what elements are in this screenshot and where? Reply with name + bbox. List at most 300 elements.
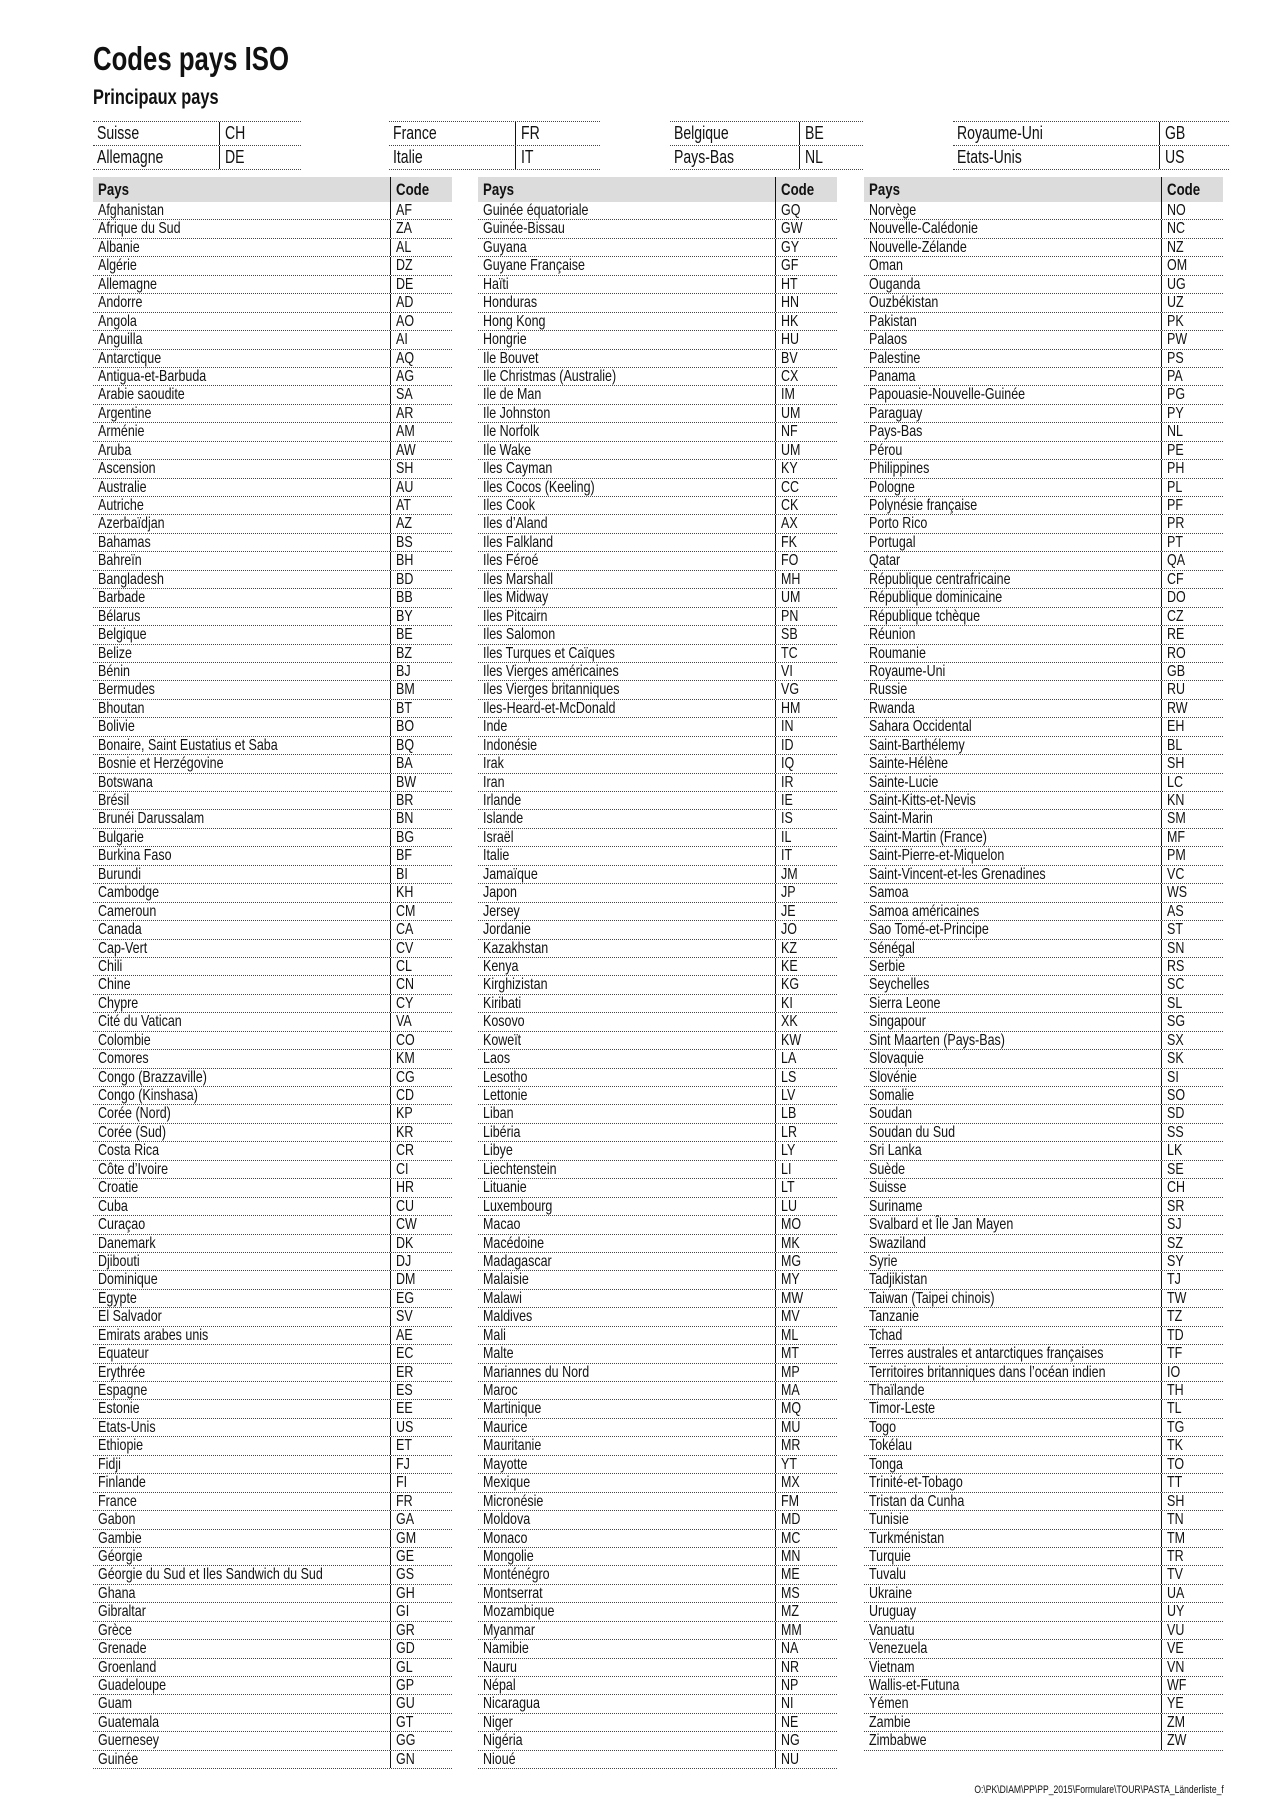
table-row	[864, 681, 1223, 699]
country-name	[864, 976, 1162, 993]
country-code-text: NZ	[1167, 238, 1184, 256]
country-code-text: MG	[781, 1252, 802, 1270]
table-row	[864, 1161, 1223, 1179]
table-row	[478, 866, 837, 884]
country-name-text: Somalie	[869, 1087, 915, 1104]
table-row	[93, 681, 452, 699]
country-name	[864, 663, 1162, 680]
country-name-text: Montserrat	[483, 1584, 543, 1602]
main-country-row	[93, 121, 301, 145]
country-name	[93, 700, 391, 717]
country-code	[776, 1327, 837, 1344]
table-row	[864, 1308, 1223, 1326]
country-code-text: SG	[1167, 1013, 1186, 1031]
country-name	[864, 497, 1162, 514]
country-name-text: Hongrie	[483, 331, 527, 349]
table-row	[864, 276, 1223, 294]
main-country-row	[953, 121, 1229, 145]
table-row	[93, 294, 452, 312]
table-row	[93, 1013, 452, 1031]
country-code-text: IO	[1167, 1363, 1181, 1381]
country-name	[478, 608, 776, 625]
table-row	[93, 866, 452, 884]
country-code	[391, 700, 452, 717]
country-code-text: PT	[1167, 533, 1183, 551]
country-code-text: ET	[396, 1437, 412, 1455]
country-name	[93, 1511, 391, 1528]
table-row	[864, 1253, 1223, 1271]
country-code	[391, 976, 452, 993]
country-name-text: Congo (Kinshasa)	[98, 1087, 198, 1104]
table-row	[864, 921, 1223, 939]
country-code	[1162, 1714, 1223, 1731]
country-code	[776, 1603, 837, 1620]
table-row	[93, 1419, 452, 1437]
country-code	[800, 146, 863, 169]
country-name	[478, 663, 776, 680]
table-row	[864, 810, 1223, 828]
table-row	[864, 608, 1223, 626]
country-code	[1162, 718, 1223, 735]
country-name	[478, 497, 776, 514]
country-name	[93, 1253, 391, 1270]
country-code	[391, 718, 452, 735]
country-name	[864, 958, 1162, 975]
country-code	[776, 1364, 837, 1381]
table-row	[478, 313, 837, 331]
table-row	[478, 1400, 837, 1418]
country-name-text: Nicaragua	[483, 1695, 540, 1713]
country-name-text: Australie	[98, 478, 147, 496]
country-name-text: Ghana	[98, 1584, 136, 1602]
country-name-text: Géorgie	[98, 1547, 143, 1565]
country-code	[1162, 479, 1223, 496]
table-row	[478, 681, 837, 699]
country-name-text: Laos	[483, 1050, 511, 1068]
table-row	[478, 423, 837, 441]
country-name-text: Espagne	[98, 1382, 148, 1399]
country-code	[391, 405, 452, 422]
country-name	[93, 1198, 391, 1215]
country-name	[864, 1069, 1162, 1086]
country-name-text: Cap-Vert	[98, 939, 148, 957]
country-code	[391, 257, 452, 274]
country-name-text: Palestine	[869, 349, 921, 367]
country-code-text: GM	[396, 1529, 417, 1547]
table-header	[478, 177, 837, 202]
table-row	[93, 1566, 452, 1584]
country-code-text: GB	[1165, 123, 1186, 143]
country-name	[93, 718, 391, 735]
country-name-text: Kiribati	[483, 994, 522, 1012]
country-name-text: Chili	[98, 957, 123, 975]
country-code	[391, 313, 452, 330]
country-name	[478, 423, 776, 440]
country-code	[776, 866, 837, 883]
country-name	[93, 442, 391, 459]
main-country-row	[670, 121, 863, 145]
table-row	[93, 645, 452, 663]
table-row	[478, 1032, 837, 1050]
country-name	[864, 1456, 1162, 1473]
country-name-text: Pays-Bas	[869, 423, 923, 441]
header-country	[93, 177, 391, 202]
country-code	[776, 626, 837, 643]
country-code-text: SK	[1167, 1050, 1184, 1068]
country-code	[391, 1603, 452, 1620]
country-code-text: BY	[396, 607, 413, 625]
country-code-text: MD	[781, 1511, 801, 1529]
country-code	[776, 921, 837, 938]
country-code	[1162, 1548, 1223, 1565]
table-row	[93, 1290, 452, 1308]
country-code-text: CO	[396, 1031, 415, 1049]
country-name	[93, 571, 391, 588]
table-row	[864, 479, 1223, 497]
country-name-text: Soudan	[869, 1105, 913, 1123]
country-code-text: TH	[1167, 1382, 1184, 1399]
country-code-text: TT	[1167, 1474, 1183, 1492]
country-code-text: AE	[396, 1326, 413, 1344]
country-name-text: Suriname	[869, 1197, 923, 1215]
country-code-text: PN	[781, 607, 799, 625]
table-row	[864, 1566, 1223, 1584]
country-name-text: Qatar	[869, 552, 901, 570]
country-code-text: TV	[1167, 1566, 1183, 1584]
country-name	[93, 1622, 391, 1639]
country-code-text: GH	[396, 1584, 415, 1602]
country-name-text: Réunion	[869, 626, 916, 644]
country-code-text: IN	[781, 718, 794, 736]
table-row	[93, 1253, 452, 1271]
country-name-text: Myanmar	[483, 1621, 536, 1639]
country-code	[391, 1622, 452, 1639]
country-code-text: MZ	[781, 1603, 800, 1621]
table-row	[478, 294, 837, 312]
country-name-text: Indonésie	[483, 736, 538, 754]
country-name	[93, 995, 391, 1012]
table-row	[478, 626, 837, 644]
country-name-text: Thaïlande	[869, 1382, 925, 1399]
country-name	[864, 1585, 1162, 1602]
table-row	[864, 1327, 1223, 1345]
header-code	[391, 177, 452, 202]
country-name	[864, 1105, 1162, 1122]
country-code-text: SO	[1167, 1087, 1186, 1104]
country-name-text: Madagascar	[483, 1252, 552, 1270]
table-row	[93, 1400, 452, 1418]
country-name-text: Japon	[483, 884, 518, 902]
country-code-text: NA	[781, 1640, 799, 1658]
country-code	[776, 1659, 837, 1676]
country-code-text: GS	[396, 1566, 415, 1584]
country-code	[391, 663, 452, 680]
country-code-text: NR	[781, 1658, 800, 1676]
country-name	[93, 663, 391, 680]
country-code	[391, 1474, 452, 1491]
country-name-text: Cameroun	[98, 902, 157, 920]
country-code-text: VE	[1167, 1640, 1184, 1658]
country-code	[391, 515, 452, 532]
country-name	[93, 1235, 391, 1252]
country-name-text: Irak	[483, 755, 504, 773]
country-name-text: Mexique	[483, 1474, 531, 1492]
main-country-row	[389, 145, 600, 170]
country-name	[478, 239, 776, 256]
table-row	[864, 1290, 1223, 1308]
table-row	[478, 718, 837, 736]
country-code	[1160, 122, 1229, 145]
country-code-text: TL	[1167, 1400, 1182, 1418]
country-name	[478, 1142, 776, 1159]
country-name-text: Congo (Brazzaville)	[98, 1068, 207, 1086]
country-name	[93, 1640, 391, 1657]
country-name-text: Estonie	[98, 1400, 140, 1418]
country-name-text: Mozambique	[483, 1603, 555, 1621]
country-name	[478, 220, 776, 237]
country-name-text: Bonaire, Saint Eustatius et Saba	[98, 736, 278, 754]
country-code	[1162, 1511, 1223, 1528]
country-code-text: NE	[781, 1713, 799, 1731]
country-name-text: Barbade	[98, 589, 146, 607]
country-code	[776, 608, 837, 625]
table-row	[864, 903, 1223, 921]
table-row	[478, 737, 837, 755]
country-name	[864, 829, 1162, 846]
country-code	[776, 718, 837, 735]
country-code	[391, 368, 452, 385]
country-code-text: GR	[396, 1621, 415, 1639]
country-code	[391, 202, 452, 219]
country-name	[864, 331, 1162, 348]
country-name	[478, 1327, 776, 1344]
country-code-text: LB	[781, 1105, 797, 1123]
country-code-text: SE	[1167, 1160, 1184, 1178]
country-code	[391, 589, 452, 606]
country-name-text: Nioué	[483, 1750, 516, 1768]
country-name-text: Sint Maarten (Pays-Bas)	[869, 1031, 1005, 1049]
country-name	[864, 903, 1162, 920]
country-name	[93, 350, 391, 367]
country-name-text: Swaziland	[869, 1234, 926, 1252]
country-code-text: LR	[781, 1123, 797, 1141]
country-name-text: Islande	[483, 810, 524, 828]
country-code-text: LU	[781, 1197, 797, 1215]
country-code-text: GQ	[781, 202, 801, 219]
country-name	[864, 645, 1162, 662]
country-name-text: Ile Wake	[483, 441, 532, 459]
country-name	[670, 146, 800, 169]
table-row	[478, 995, 837, 1013]
country-code-text: AI	[396, 331, 408, 349]
country-code	[1162, 1290, 1223, 1307]
country-code-text: BA	[396, 755, 413, 773]
country-code-text: AQ	[396, 349, 415, 367]
country-code	[391, 958, 452, 975]
table-row	[864, 1345, 1223, 1363]
country-name-text: Philippines	[869, 460, 930, 478]
country-name	[478, 995, 776, 1012]
country-code	[776, 1235, 837, 1252]
country-code-text: CL	[396, 957, 412, 975]
country-name-text: Malawi	[483, 1289, 522, 1307]
table-row	[478, 534, 837, 552]
country-code-text: BE	[805, 123, 824, 143]
country-name	[478, 1032, 776, 1049]
table-row	[478, 1290, 837, 1308]
country-code	[391, 1069, 452, 1086]
country-code-text: AL	[396, 238, 412, 256]
table-row	[478, 903, 837, 921]
country-code-text: FR	[521, 123, 540, 143]
country-code	[391, 755, 452, 772]
table-row	[864, 368, 1223, 386]
table-row	[478, 552, 837, 570]
table-row	[478, 1714, 837, 1732]
table-row	[478, 1161, 837, 1179]
country-code	[1162, 239, 1223, 256]
country-name	[478, 1640, 776, 1657]
country-name	[93, 792, 391, 809]
country-code	[391, 1161, 452, 1178]
country-code	[776, 294, 837, 311]
country-code-text: SH	[1167, 1492, 1185, 1510]
country-name	[864, 1695, 1162, 1712]
table-header	[93, 177, 452, 202]
country-code	[776, 1087, 837, 1104]
country-name-text: Tadjikistan	[869, 1271, 928, 1289]
country-name	[864, 1161, 1162, 1178]
country-code	[391, 1530, 452, 1547]
country-code	[776, 202, 837, 219]
country-code-text: RS	[1167, 957, 1185, 975]
table-row	[864, 552, 1223, 570]
country-code	[1162, 829, 1223, 846]
country-name	[93, 1456, 391, 1473]
country-code	[1162, 1345, 1223, 1362]
country-name-text: Albanie	[98, 238, 140, 256]
country-code-text: NO	[1167, 202, 1186, 219]
country-name	[93, 1382, 391, 1399]
country-name-text: Yémen	[869, 1695, 909, 1713]
country-code-text: TK	[1167, 1437, 1183, 1455]
country-name-text: Suisse	[869, 1179, 907, 1197]
country-name	[864, 1142, 1162, 1159]
table-row	[864, 792, 1223, 810]
country-name-text: Luxembourg	[483, 1197, 553, 1215]
country-name	[670, 122, 800, 145]
country-code-text: PA	[1167, 367, 1183, 385]
country-code-text: DZ	[396, 257, 413, 275]
country-name-text: Namibie	[483, 1640, 529, 1658]
country-code	[391, 1640, 452, 1657]
country-code	[391, 423, 452, 440]
country-name	[478, 1456, 776, 1473]
country-code	[1162, 1437, 1223, 1454]
country-code	[1162, 1124, 1223, 1141]
country-code	[391, 608, 452, 625]
country-code-text: SM	[1167, 810, 1186, 828]
country-code-text: AD	[396, 294, 414, 312]
table-row	[93, 847, 452, 865]
country-code-text: SD	[1167, 1105, 1185, 1123]
country-name	[864, 1493, 1162, 1510]
country-name	[864, 1511, 1162, 1528]
country-code-text: GP	[396, 1677, 415, 1694]
country-name-text: Gabon	[98, 1511, 136, 1529]
country-code-text: VN	[1167, 1658, 1185, 1676]
country-code	[1162, 331, 1223, 348]
table-row	[93, 1622, 452, 1640]
country-code-text: MC	[781, 1529, 801, 1547]
country-name-text: Tanzanie	[869, 1308, 919, 1326]
country-code-text: DK	[396, 1234, 414, 1252]
country-name	[478, 1474, 776, 1491]
header-code-text: Code	[781, 180, 815, 199]
header-country-text: Pays	[483, 180, 514, 199]
country-name	[953, 122, 1160, 145]
table-row	[93, 1456, 452, 1474]
country-name-text: Ouganda	[869, 275, 921, 293]
country-code	[776, 774, 837, 791]
country-name	[478, 331, 776, 348]
country-name-text: Serbie	[869, 957, 906, 975]
country-code-text: VA	[396, 1013, 412, 1031]
country-code	[1162, 1677, 1223, 1694]
country-name-text: Burkina Faso	[98, 847, 172, 865]
country-name	[864, 847, 1162, 864]
country-name-text: Egypte	[98, 1289, 137, 1307]
country-code	[1162, 608, 1223, 625]
country-code	[776, 1161, 837, 1178]
country-name-text: Samoa américaines	[869, 902, 980, 920]
country-name-text: Finlande	[98, 1474, 146, 1492]
country-name	[478, 1161, 776, 1178]
country-code-text: SJ	[1167, 1216, 1182, 1234]
country-name-text: Allemagne	[97, 147, 164, 167]
table-row	[864, 1548, 1223, 1566]
country-name	[93, 386, 391, 403]
country-code	[1162, 257, 1223, 274]
country-code-text: LV	[781, 1087, 796, 1104]
country-code-text: BQ	[396, 736, 415, 754]
table-row	[864, 1142, 1223, 1160]
country-code-text: PM	[1167, 847, 1186, 865]
country-code	[776, 847, 837, 864]
country-code	[1162, 313, 1223, 330]
country-name	[93, 1050, 391, 1067]
table-row	[864, 940, 1223, 958]
country-code	[776, 1271, 837, 1288]
main-country-row	[93, 145, 301, 170]
country-code-text: GW	[781, 220, 803, 238]
country-code-text: AS	[1167, 902, 1184, 920]
country-code	[391, 774, 452, 791]
country-name-text: Corée (Sud)	[98, 1123, 166, 1141]
table-row	[93, 479, 452, 497]
country-name	[478, 1566, 776, 1583]
country-code-text: IL	[781, 828, 792, 846]
country-code-text: AT	[396, 497, 412, 514]
country-code	[776, 1216, 837, 1233]
country-code	[776, 810, 837, 827]
country-name-text: Tunisie	[869, 1511, 909, 1529]
country-code	[391, 645, 452, 662]
country-name-text: Polynésie française	[869, 497, 978, 514]
country-name	[93, 1751, 391, 1768]
country-name	[864, 515, 1162, 532]
country-code	[776, 1732, 837, 1749]
